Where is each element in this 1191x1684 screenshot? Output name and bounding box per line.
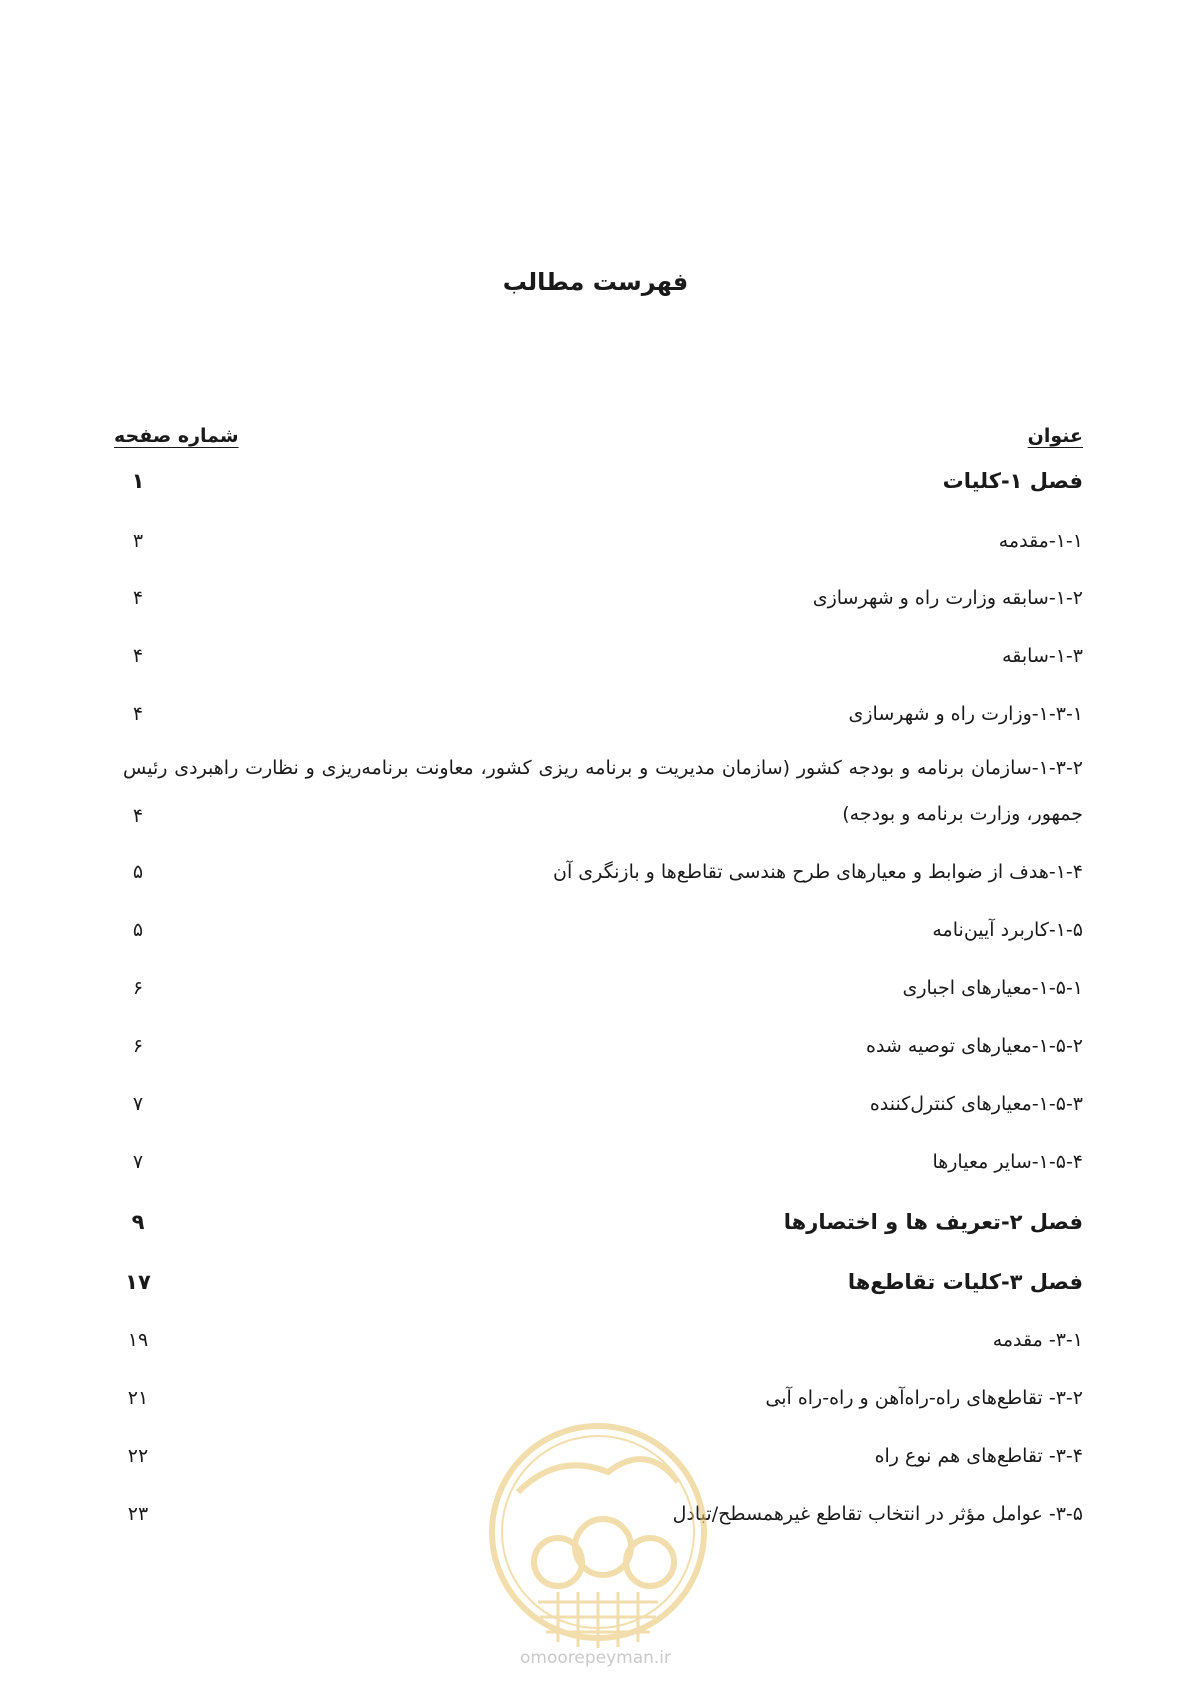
toc-entry-title: ۱-۲-سابقه وزارت راه و شهرسازی bbox=[812, 587, 1083, 609]
toc-entry-title: ۱-۴-هدف از ضوابط و معیارهای طرح هندسی تقاطع‌ها و بازنگری آن bbox=[552, 861, 1083, 883]
toc-entry-page-number: ۶ bbox=[132, 1035, 144, 1057]
toc-entry-page-number: ۲۳ bbox=[127, 1503, 149, 1525]
toc-entry-page-number: ۴ bbox=[132, 645, 144, 667]
toc-entry-page-number: ۱۹ bbox=[127, 1329, 149, 1351]
toc-entry-title: ۱-۱-مقدمه bbox=[998, 530, 1083, 552]
toc-entry-page-number: ۹ bbox=[131, 1210, 145, 1234]
toc-entry-title: ۱-۵-۲-معیارهای توصیه شده bbox=[866, 1035, 1083, 1057]
toc-entry-page-number: ۱۷ bbox=[125, 1270, 151, 1294]
toc-entry-title: ۳-۴- تقاطع‌های هم نوع راه bbox=[874, 1445, 1083, 1467]
toc-entry-title: فصل ۳-کلیات تقاطع‌ها bbox=[847, 1270, 1083, 1294]
toc-entry-page-number: ۴ bbox=[132, 587, 144, 609]
toc-entry-title: ۱-۳-سابقه bbox=[1002, 645, 1083, 667]
toc-entry-page-number: ۴ bbox=[132, 703, 144, 725]
toc-entry-page-number: ۷ bbox=[132, 1093, 144, 1115]
toc-entry-page-number: ۴ bbox=[132, 805, 144, 827]
toc-entry-page-number: ۱ bbox=[131, 469, 145, 493]
toc-entry-title: فصل ۲-تعریف ها و اختصارها bbox=[783, 1210, 1083, 1234]
toc-entry-page-number: ۵ bbox=[132, 861, 144, 883]
watermark-site-text: omoorepeyman.ir bbox=[519, 1648, 672, 1668]
page-title: فهرست مطالب bbox=[502, 268, 689, 296]
toc-entry-page-number: ۳ bbox=[132, 530, 144, 552]
page-number-column-header: شماره صفحه bbox=[114, 425, 239, 447]
toc-entry-title: ۱-۳-۲-سازمان برنامه و بودجه کشور (سازمان مدیریت و برنامه ریزی کشور، معاونت برنامه‌ریزی و نظارت راهبردی رئیس جمهور، وزارت برنامه و بودجه) bbox=[123, 757, 1083, 826]
toc-entry-page-number: ۲۲ bbox=[127, 1445, 149, 1467]
toc-entry-title: ۳-۵- عوامل مؤثر در انتخاب تقاطع غیرهمسطح/تبادل bbox=[672, 1503, 1083, 1525]
toc-entry-title: ۱-۳-۱-وزارت راه و شهرسازی bbox=[848, 703, 1083, 725]
toc-entry-title: ۱-۵-۳-معیارهای کنترل‌کننده bbox=[869, 1093, 1083, 1115]
toc-entry-title: ۱-۵-۴-سایر معیارها bbox=[932, 1151, 1083, 1173]
toc-entry-page-number: ۵ bbox=[132, 919, 144, 941]
toc-entry-title: ۱-۵-کاربرد آیین‌نامه bbox=[932, 919, 1083, 941]
watermark-logo-icon bbox=[478, 1412, 718, 1672]
toc-entry-page-number: ۶ bbox=[132, 977, 144, 999]
toc-entry-page-number: ۲۱ bbox=[127, 1387, 149, 1409]
toc-entry-title: ۳-۲- تقاطع‌های راه-راه‌آهن و راه-راه آبی bbox=[765, 1387, 1083, 1409]
toc-entry-title: ۳-۱- مقدمه bbox=[992, 1329, 1083, 1351]
toc-entry-title: ۱-۵-۱-معیارهای اجباری bbox=[902, 977, 1083, 999]
toc-entry-title: فصل ۱-کلیات bbox=[942, 469, 1083, 493]
title-column-header: عنوان bbox=[1027, 425, 1083, 447]
toc-entry-page-number: ۷ bbox=[132, 1151, 144, 1173]
